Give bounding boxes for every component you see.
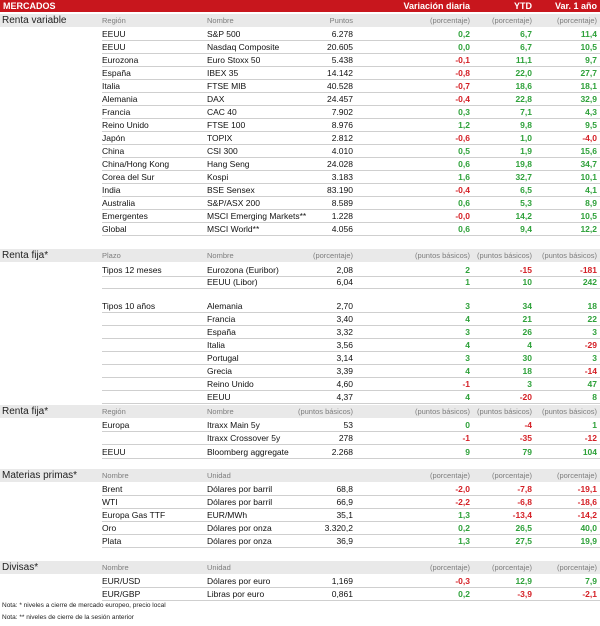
table-row [0,93,600,105]
row-name: España [207,327,236,337]
row-value: 6.278 [331,29,353,39]
row-label: China [102,146,125,156]
table-row [0,378,600,390]
col-header-ytd: (porcentaje) [491,563,532,572]
row-name: Dólares por barril [207,497,273,507]
row-name: FTSE 100 [207,120,246,130]
table-row [0,132,600,144]
row-value: 5.438 [331,55,353,65]
table-row [0,535,600,547]
row-name: Itraxx Crossover 5y [207,433,281,443]
row-name: Nasdaq Composite [207,42,280,52]
section-header-renta-variable [0,14,600,27]
row-ytd-change: 26,5 [515,523,532,533]
row-annual-change: 11,4 [580,29,597,39]
row-value: 53 [343,420,353,430]
row-daily-change: 4 [465,314,470,324]
row-daily-change: 1,3 [458,510,470,520]
row-ytd-change: 34 [522,301,532,311]
row-label: EUR/GBP [102,589,141,599]
row-daily-change: -0,0 [455,211,470,221]
table-row [0,145,600,157]
row-ytd-change: -15 [519,265,532,275]
row-label: Corea del Sur [102,172,155,182]
col-header-nombre: Nombre [102,471,129,480]
row-value: 6,04 [336,277,353,287]
row-value: 2.268 [331,447,353,457]
table-row [0,352,600,364]
col-header-ytd: (porcentaje) [491,471,532,480]
row-name: Bloomberg aggregate [207,447,289,457]
row-annual-change: -14,2 [577,510,597,520]
col-header-diaria: (porcentaje) [429,563,470,572]
row-ytd-change: 19,8 [515,159,532,169]
row-ytd-change: 1,0 [520,133,532,143]
table-row [0,80,600,92]
row-daily-change: 2 [465,265,470,275]
row-label: Brent [102,484,123,494]
table-row [0,432,600,444]
row-value: 20.605 [327,42,353,52]
table-row [0,419,600,431]
row-label: Oro [102,523,117,533]
col-header-region: Región [102,16,126,25]
row-daily-change: -0,3 [455,576,470,586]
row-annual-change: 10,5 [580,42,597,52]
row-value: 0,861 [331,589,353,599]
row-name: CSI 300 [207,146,238,156]
row-name: EEUU [207,392,231,402]
row-value: 4.010 [331,146,353,156]
row-value: 7.902 [331,107,353,117]
row-name: TOPIX [207,133,233,143]
row-annual-change: 12,2 [580,224,597,234]
table-row [0,264,600,276]
table-row [0,119,600,131]
row-name: Kospi [207,172,229,182]
table-row [0,496,600,508]
row-value: 2.812 [331,133,353,143]
row-daily-change: -0,7 [455,81,470,91]
row-label: EEUU [102,42,126,52]
col-header-nombre: Nombre [207,251,234,260]
row-annual-change: 1 [592,420,597,430]
row-value: 83.190 [327,185,353,195]
row-daily-change: -0,4 [455,94,470,104]
row-ytd-change: 9,4 [520,224,532,234]
table-row [0,223,600,235]
row-name: Dólares por onza [207,523,272,533]
footnote-2: Nota: ** niveles de cierre de la sesión anterior [2,614,134,621]
row-ytd-change: 11,1 [515,55,532,65]
row-annual-change: 47 [587,379,597,389]
row-value: 3,39 [336,366,353,376]
row-ytd-change: 6,7 [520,29,532,39]
col-header-anual: (puntos básicos) [541,407,597,416]
row-value: 3,32 [336,327,353,337]
section-header-renta-fija-credito [0,405,600,418]
row-daily-change: 0,3 [458,107,470,117]
row-annual-change: 242 [582,277,597,287]
row-annual-change: -2,1 [582,589,597,599]
row-value: 1.228 [331,211,353,221]
row-value: 3,40 [336,314,353,324]
title-ytd: YTD [514,1,532,11]
row-value: 68,8 [336,484,353,494]
row-ytd-change: 18,6 [515,81,532,91]
row-divider [102,235,600,236]
row-daily-change: 4 [465,392,470,402]
table-row [0,522,600,534]
row-annual-change: 10,1 [580,172,597,182]
row-annual-change: 10,5 [580,211,597,221]
row-value: 2,08 [336,265,353,275]
row-ytd-change: 9,8 [520,120,532,130]
row-ytd-change: 5,3 [520,198,532,208]
row-daily-change: -1 [462,379,470,389]
row-divider [102,403,600,404]
row-ytd-change: 6,7 [520,42,532,52]
row-name: Euro Stoxx 50 [207,55,261,65]
category-tipos-12-meses: Tipos 12 meses [102,265,162,275]
row-daily-change: -2,2 [455,497,470,507]
row-daily-change: -0,4 [455,185,470,195]
row-daily-change: 1,3 [458,536,470,546]
row-label: Japón [102,133,126,143]
row-label: Europa [102,420,130,430]
row-ytd-change: -35 [519,433,532,443]
row-label: Francia [102,107,131,117]
row-annual-change: 22 [587,314,597,324]
row-ytd-change: 27,5 [515,536,532,546]
col-header-anual: (puntos básicos) [541,251,597,260]
row-name: DAX [207,94,225,104]
row-label: Eurozona [102,55,139,65]
row-daily-change: -1 [462,433,470,443]
table-row [0,210,600,222]
row-name: Itraxx Main 5y [207,420,260,430]
table-row [0,171,600,183]
row-name: Dólares por barril [207,484,273,494]
row-annual-change: 18,1 [580,81,597,91]
row-ytd-change: 26 [522,327,532,337]
row-daily-change: 1 [465,277,470,287]
row-annual-change: 34,7 [580,159,597,169]
row-annual-change: 3 [592,353,597,363]
row-daily-change: 0,0 [458,42,470,52]
row-value: 40.528 [327,81,353,91]
section-title: Renta fija* [2,406,49,417]
row-daily-change: -2,0 [455,484,470,494]
section-title: Renta fija* [2,250,49,261]
section-title: Renta variable [2,15,67,26]
row-name: EUR/MWh [207,510,248,520]
col-header-anual: (porcentaje) [556,16,597,25]
col-header-anual: (porcentaje) [556,563,597,572]
row-ytd-change: -20 [519,392,532,402]
row-name: Portugal [207,353,239,363]
row-ytd-change: 21 [522,314,532,324]
col-header-diaria: (puntos básicos) [414,251,470,260]
row-daily-change: 0,6 [458,198,470,208]
col-header-diaria: (puntos básicos) [414,407,470,416]
col-header-unidad: Unidad [207,563,231,572]
row-label: Emergentes [102,211,148,221]
row-value: 66,9 [336,497,353,507]
table-row [0,41,600,53]
row-annual-change: -19,1 [577,484,597,494]
row-daily-change: 3 [465,301,470,311]
row-daily-change: 4 [465,340,470,350]
row-annual-change: 7,9 [585,576,597,586]
row-label: Global [102,224,127,234]
col-header-nombre: Nombre [102,563,129,572]
row-name: CAC 40 [207,107,237,117]
row-label: EUR/USD [102,576,141,586]
col-header-ytd: (porcentaje) [491,16,532,25]
row-ytd-change: 6,5 [520,185,532,195]
footnote-1: Nota: * niveles a cierre de mercado europeo, precio local [2,602,166,609]
row-ytd-change: 7,1 [520,107,532,117]
row-annual-change: 8,9 [585,198,597,208]
row-divider [102,458,600,459]
row-daily-change: 3 [465,327,470,337]
row-value: 3.320,2 [324,523,353,533]
row-annual-change: 4,3 [585,107,597,117]
row-annual-change: 18 [587,301,597,311]
row-ytd-change: -4 [524,420,532,430]
table-row [0,391,600,403]
row-daily-change: 0,6 [458,159,470,169]
row-value: 4,37 [336,392,353,402]
table-row [0,483,600,495]
row-name: Hang Seng [207,159,250,169]
row-value: 8.976 [331,120,353,130]
row-label: Reino Unido [102,120,149,130]
row-annual-change: 104 [582,447,597,457]
col-header-valor: (porcentaje) [312,251,353,260]
row-divider [102,600,600,601]
section-header-materias-primas [0,469,600,482]
row-value: 278 [338,433,353,443]
row-name: IBEX 35 [207,68,239,78]
col-header-diaria: (porcentaje) [429,16,470,25]
section-header-divisas [0,561,600,574]
row-ytd-change: 79 [522,447,532,457]
table-row [0,54,600,66]
table-row [0,339,600,351]
row-annual-change: -14 [584,366,597,376]
row-label: EEUU [102,447,126,457]
row-annual-change: 27,7 [580,68,597,78]
row-name: Francia [207,314,236,324]
table-row [0,575,600,587]
row-label: China/Hong Kong [102,159,170,169]
row-label: España [102,68,131,78]
table-row [0,67,600,79]
row-ytd-change: 10 [522,277,532,287]
row-annual-change: 8 [592,392,597,402]
col-header-nombre: Nombre [207,407,234,416]
row-annual-change: 19,9 [580,536,597,546]
title-variacion-diaria: Variación diaria [403,1,470,11]
title-var-anual: Var. 1 año [554,1,597,11]
row-value: 2,70 [336,301,353,311]
row-value: 1,169 [331,576,353,586]
row-value: 3.183 [331,172,353,182]
row-daily-change: 0,5 [458,146,470,156]
section-header-renta-fija-tipos [0,249,600,262]
row-name: Grecia [207,366,233,376]
col-header-anual: (porcentaje) [556,471,597,480]
col-header-nombre: Nombre [207,16,234,25]
row-label: WTI [102,497,118,507]
table-row [0,446,600,458]
row-name: S&P 500 [207,29,241,39]
row-name: Italia [207,340,225,350]
row-name: Libras por euro [207,589,265,599]
row-annual-change: 9,5 [585,120,597,130]
table-row [0,509,600,521]
row-annual-change: 9,7 [585,55,597,65]
row-ytd-change: 3 [527,379,532,389]
row-label: EEUU [102,29,126,39]
table-row [0,276,600,288]
row-name: S&P/ASX 200 [207,198,260,208]
row-annual-change: -29 [584,340,597,350]
row-name: Eurozona (Euribor) [207,265,279,275]
row-daily-change: 1,6 [458,172,470,182]
row-label: Europa Gas TTF [102,510,166,520]
row-divider [102,288,600,289]
col-header-ytd: (puntos básicos) [476,251,532,260]
row-daily-change: -0,8 [455,68,470,78]
row-daily-change: 0,2 [458,29,470,39]
row-name: BSE Sensex [207,185,255,195]
row-daily-change: 0,6 [458,224,470,234]
row-value: 8.589 [331,198,353,208]
row-annual-change: -12 [584,433,597,443]
row-annual-change: -18,6 [577,497,597,507]
row-value: 4,60 [336,379,353,389]
row-divider [102,444,600,445]
row-value: 24.457 [327,94,353,104]
col-header-valor: Puntos [329,16,353,25]
table-row [0,300,600,312]
row-ytd-change: -13,4 [512,510,532,520]
table-row [0,106,600,118]
table-row [0,365,600,377]
row-value: 4.056 [331,224,353,234]
col-header-valor: (puntos básicos) [297,407,353,416]
row-daily-change: -0,1 [455,55,470,65]
title-bar [0,0,600,12]
row-label: Plata [102,536,122,546]
row-daily-change: 0,2 [458,589,470,599]
col-header-ytd: (puntos básicos) [476,407,532,416]
title-mercados: MERCADOS [3,1,56,11]
row-name: Reino Unido [207,379,254,389]
row-name: Dólares por euro [207,576,271,586]
row-name: EEUU (Libor) [207,277,258,287]
table-row [0,197,600,209]
row-label: India [102,185,121,195]
row-daily-change: 3 [465,353,470,363]
row-annual-change: 32,9 [580,94,597,104]
row-annual-change: -4,0 [582,133,597,143]
category-tipos-10-anos: Tipos 10 años [102,301,156,311]
row-name: Dólares por onza [207,536,272,546]
row-value: 36,9 [336,536,353,546]
col-header-diaria: (porcentaje) [429,471,470,480]
col-header-unidad: Unidad [207,471,231,480]
row-ytd-change: 30 [522,353,532,363]
row-label: Australia [102,198,136,208]
col-header-plazo: Plazo [102,251,121,260]
table-row [0,158,600,170]
row-ytd-change: 32,7 [515,172,532,182]
row-annual-change: 40,0 [580,523,597,533]
row-annual-change: 4,1 [585,185,597,195]
row-value: 3,56 [336,340,353,350]
row-daily-change: 9 [465,447,470,457]
row-name: Alemania [207,301,243,311]
section-title: Materias primas* [2,470,78,481]
row-label: Italia [102,81,120,91]
row-divider [102,547,600,548]
row-name: MSCI Emerging Markets** [207,211,307,221]
row-annual-change: 15,6 [580,146,597,156]
row-ytd-change: 14,2 [515,211,532,221]
col-header-region: Región [102,407,126,416]
table-row [0,184,600,196]
row-ytd-change: 4 [527,340,532,350]
row-daily-change: 4 [465,366,470,376]
row-name: FTSE MIB [207,81,247,91]
table-row [0,588,600,600]
row-daily-change: 0 [465,420,470,430]
row-ytd-change: 22,0 [515,68,532,78]
row-ytd-change: 1,9 [520,146,532,156]
row-name: MSCI World** [207,224,260,234]
row-label: Alemania [102,94,138,104]
table-row [0,326,600,338]
row-daily-change: 1,2 [458,120,470,130]
table-row [0,28,600,40]
row-ytd-change: 12,9 [515,576,532,586]
row-ytd-change: -3,9 [517,589,532,599]
table-row [0,313,600,325]
section-title: Divisas* [2,562,39,573]
row-daily-change: 0,2 [458,523,470,533]
row-value: 3,14 [336,353,353,363]
row-value: 35,1 [336,510,353,520]
row-ytd-change: 18 [522,366,532,376]
row-annual-change: 3 [592,327,597,337]
row-ytd-change: -7,8 [517,484,532,494]
row-daily-change: -0,6 [455,133,470,143]
row-value: 14.142 [327,68,353,78]
row-ytd-change: -6,8 [517,497,532,507]
row-value: 24.028 [327,159,353,169]
row-annual-change: -181 [579,265,597,275]
row-ytd-change: 22,8 [515,94,532,104]
